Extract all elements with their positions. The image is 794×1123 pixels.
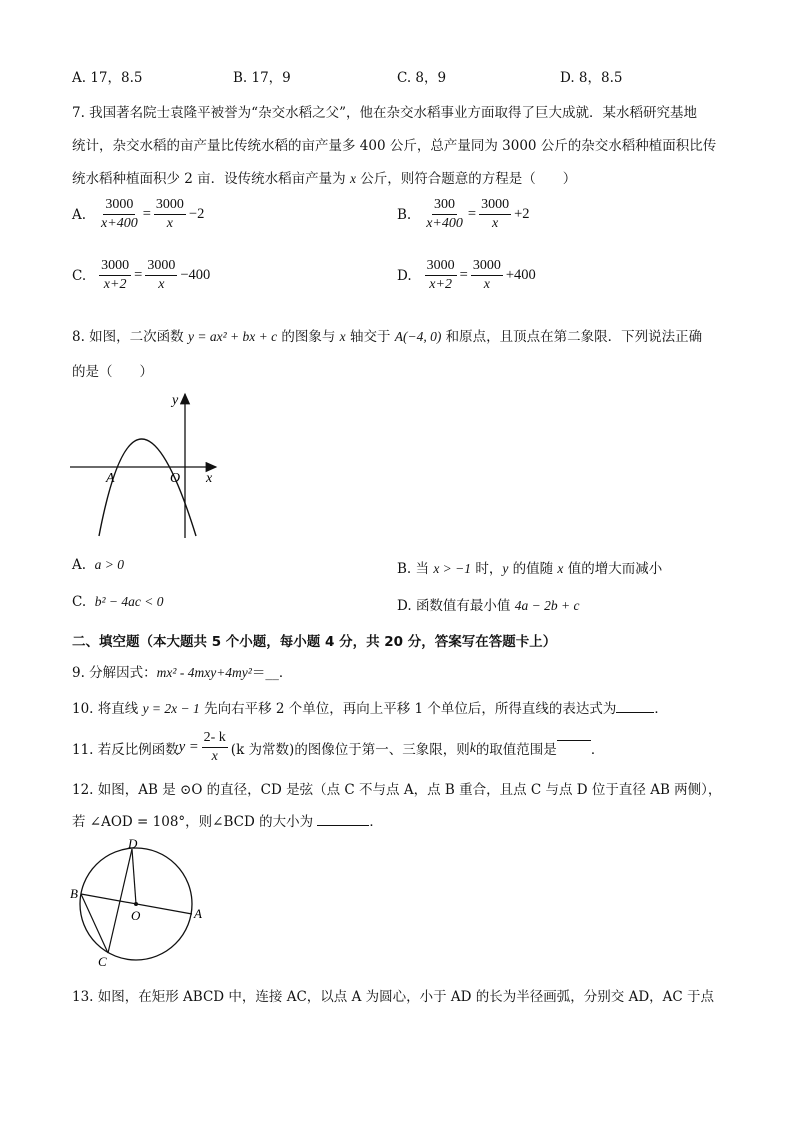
- q8-stem-line1: 8. 如图，二次函数 y = ax² + bx + c 的图象与 x 轴交于 A(−4, 0) 和原点，且顶点在第二象限．下列说法正确: [72, 329, 703, 345]
- q8-option-b: B. 当 x > −1 时，y 的值随 x 值的增大而减小: [397, 561, 663, 577]
- q7-stem-line3: 统水稻种植面积少 2 亩．设传统水稻亩产量为 x 公斤，则符合题意的方程是（ ）: [72, 171, 577, 187]
- graph-label-o: O: [170, 471, 181, 486]
- center-point-o: [134, 902, 138, 906]
- circle-label-d: D: [128, 836, 138, 851]
- q8-parabola-graph: [68, 388, 228, 548]
- q6-option-a: A. 17，8.5: [72, 70, 143, 86]
- q7-option-a: A. $\frac{3000}{x+400}$ = $\frac{3000}{x}$ −2: [72, 197, 205, 231]
- q11-answer-blank: [557, 739, 591, 741]
- q8-option-a: A. a > 0: [72, 557, 125, 573]
- q12-stem-line1: 12. 如图，AB 是 ⊙O 的直径，CD 是弦（点 C 不与点 A，点 B 重合，且点 C 与点 D 位于直径 AB 两侧），: [72, 782, 722, 798]
- q13-stem-line1: 13. 如图，在矩形 ABCD 中，连接 AC，以点 A 为圆心，小于 AD 的长为半径画弧，分别交 AD，AC 于点: [72, 989, 715, 1005]
- segment-od: [132, 849, 136, 904]
- q7-stem-line2: 统计，杂交水稻的亩产量比传统水稻的亩产量多 400 公斤，总产量同为 3000 公斤的杂交水稻种植面积比传: [72, 138, 717, 154]
- segment-bc: [81, 894, 108, 953]
- q8-stem-line2: 的是（ ）: [72, 364, 153, 380]
- circle-label-o: O: [131, 908, 141, 923]
- q11-stem: 11. 若反比例函数 y = $\frac{2- k}{x}$ (k 为常数) 的图像位于第一、三象限，则 k 的取值范围是 ．: [72, 730, 605, 764]
- section-heading-fill-in: 二、填空题（本大题共 5 个小题，每小题 4 分，共 20 分，答案写在答题卡上）: [72, 634, 557, 650]
- q7-option-d: D. $\frac{3000}{x+2}$ = $\frac{3000}{x}$ +400: [397, 258, 536, 292]
- q10-answer-blank: [616, 711, 654, 713]
- q6-option-d: D. 8，8.5: [560, 70, 623, 86]
- q8-option-d: D. 函数值有最小值 4a − 2b + c: [397, 598, 580, 614]
- circle-label-b: B: [70, 886, 78, 901]
- q6-option-b: B. 17，9: [233, 70, 291, 86]
- circle-label-a: A: [194, 906, 202, 921]
- q12-answer-blank: [317, 824, 369, 826]
- parabola-curve: [99, 439, 196, 536]
- chord-cd: [108, 849, 132, 953]
- q12-stem-line2: 若 ∠AOD = 108°，则∠BCD 的大小为 ．: [72, 814, 383, 830]
- graph-label-x: x: [206, 471, 213, 486]
- graph-label-y: y: [172, 393, 179, 408]
- q10-stem: 10. 将直线 y = 2x − 1 先向右平移 2 个单位，再向上平移 1 个单位后，所得直线的表达式为 ．: [72, 701, 668, 717]
- q7-option-c: C. $\frac{3000}{x+2}$ = $\frac{3000}{x}$ −400: [72, 258, 211, 292]
- q7-stem-line1: 7. 我国著名院士袁隆平被誉为“杂交水稻之父”，他在杂交水稻事业方面取得了巨大成就．某水稻研究基地: [72, 105, 697, 121]
- circle-label-c: C: [98, 954, 107, 969]
- graph-label-a: A: [106, 471, 115, 486]
- q9-stem: 9. 分解因式：mx² - 4mxy+4my²＝__．: [72, 665, 293, 681]
- q8-option-c: C. b² − 4ac < 0: [72, 594, 164, 610]
- q6-option-c: C. 8，9: [397, 70, 447, 86]
- q7-option-b: B. $\frac{300}{x+400}$ = $\frac{3000}{x}$ +2: [397, 197, 530, 231]
- q12-circle-figure: [68, 832, 208, 972]
